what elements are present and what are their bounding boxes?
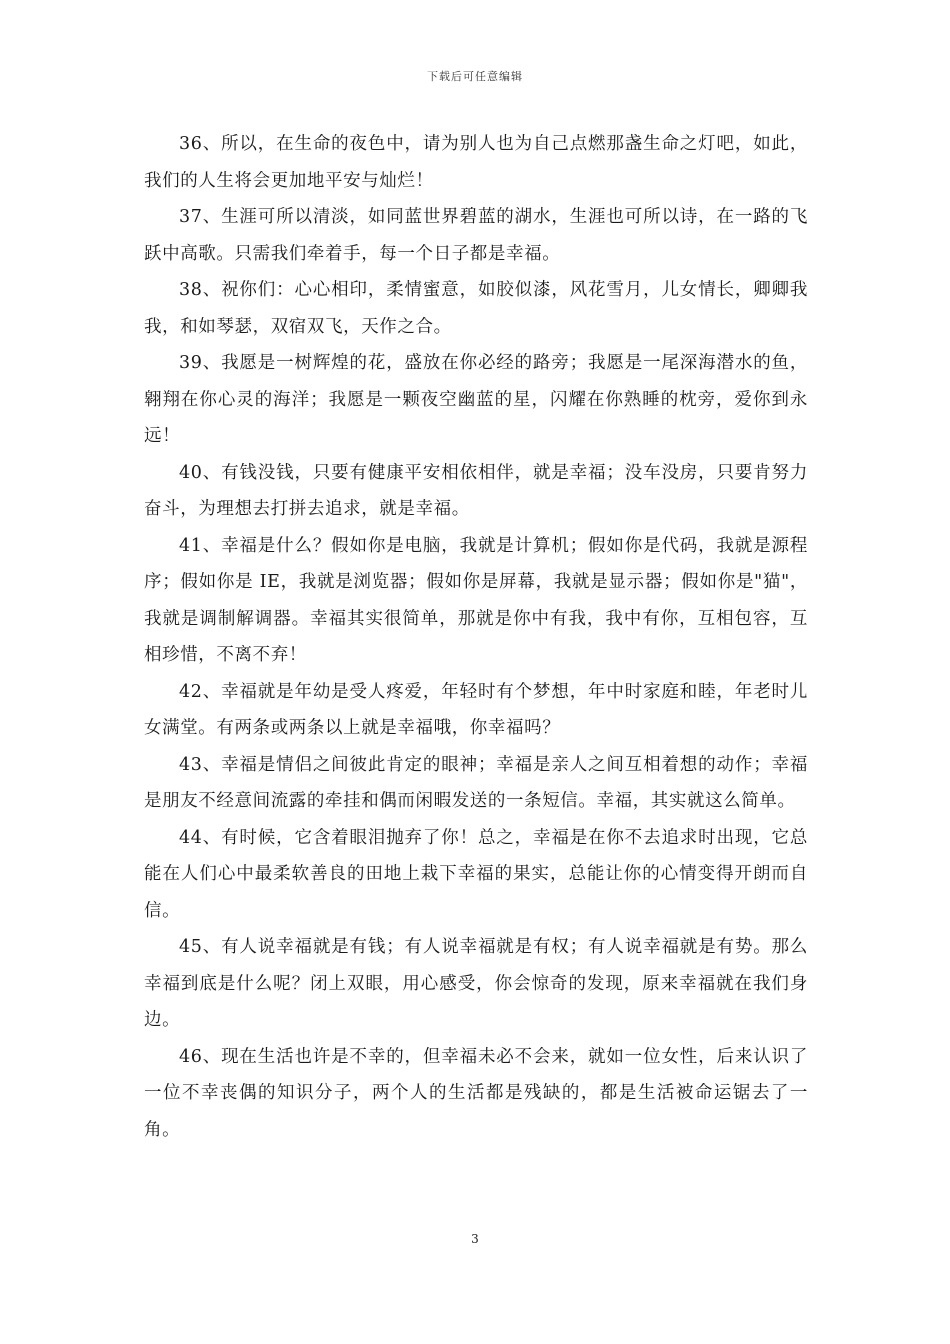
page-number: 3 <box>471 1232 479 1246</box>
paragraph-45: 45、有人说幸福就是有钱；有人说幸福就是有权；有人说幸福就是有势。那么幸福到底是什么呢？闭上双眼，用心感受，你会惊奇的发现，原来幸福就在我们身边。 <box>144 937 808 1030</box>
paragraph-42: 42、幸福就是年幼是受人疼爱，年轻时有个梦想，年中时家庭和睦，年老时儿女满堂。有两条或两条以上就是幸福哦，你幸福吗？ <box>144 681 808 738</box>
paragraph-44: 44、有时候，它含着眼泪抛弃了你！总之，幸福是在你不去追求时出现，它总能在人们心中最柔软善良的田地上栽下幸福的果实，总能让你的心情变得开朗而自信。 <box>144 827 808 921</box>
paragraph-38: 38、祝你们：心心相印，柔情蜜意，如胶似漆，风花雪月，儿女情长，卿卿我我，和如琴瑟，双宿双飞，天作之合。 <box>144 280 808 337</box>
paragraph-41: 41、幸福是什么？假如你是电脑，我就是计算机；假如你是代码，我就是源程序；假如你是 IE，我就是浏览器；假如你是屏幕，我就是显示器；假如你是"猫"，我就是调制解调器。幸福其实很简单，那就是你中有我，我中有你，互相包容，互相珍惜，不离不弃！ <box>144 535 808 665</box>
paragraph-43: 43、幸福是情侣之间彼此肯定的眼神；幸福是亲人之间互相着想的动作；幸福是朋友不经意间流露的牵挂和偶而闲暇发送的一条短信。幸福，其实就这么简单。 <box>144 754 808 811</box>
paragraph-40: 40、有钱没钱，只要有健康平安相依相伴，就是幸福；没车没房，只要肯努力奋斗，为理想去打拼去追求，就是幸福。 <box>144 462 808 519</box>
document-body <box>144 126 808 1148</box>
paragraph-46: 46、现在生活也许是不幸的，但幸福未必不会来，就如一位女性，后来认识了一位不幸丧偶的知识分子，两个人的生活都是残缺的，都是生活被命运锯去了一角。 <box>144 1046 808 1140</box>
paragraph-37: 37、生涯可所以清淡，如同蓝世界碧蓝的湖水，生涯也可所以诗，在一路的飞跃中高歌。只需我们牵着手，每一个日子都是幸福。 <box>144 207 808 264</box>
paragraph-39: 39、我愿是一树辉煌的花，盛放在你必经的路旁；我愿是一尾深海潜水的鱼，翱翔在你心灵的海洋；我愿是一颗夜空幽蓝的星，闪耀在你熟睡的枕旁，爱你到永远！ <box>144 353 808 446</box>
page-header: 下载后可任意编辑 <box>427 70 523 83</box>
paragraph-36: 36、所以，在生命的夜色中，请为别人也为自己点燃那盏生命之灯吧，如此，我们的人生将会更加地平安与灿烂！ <box>144 134 808 191</box>
